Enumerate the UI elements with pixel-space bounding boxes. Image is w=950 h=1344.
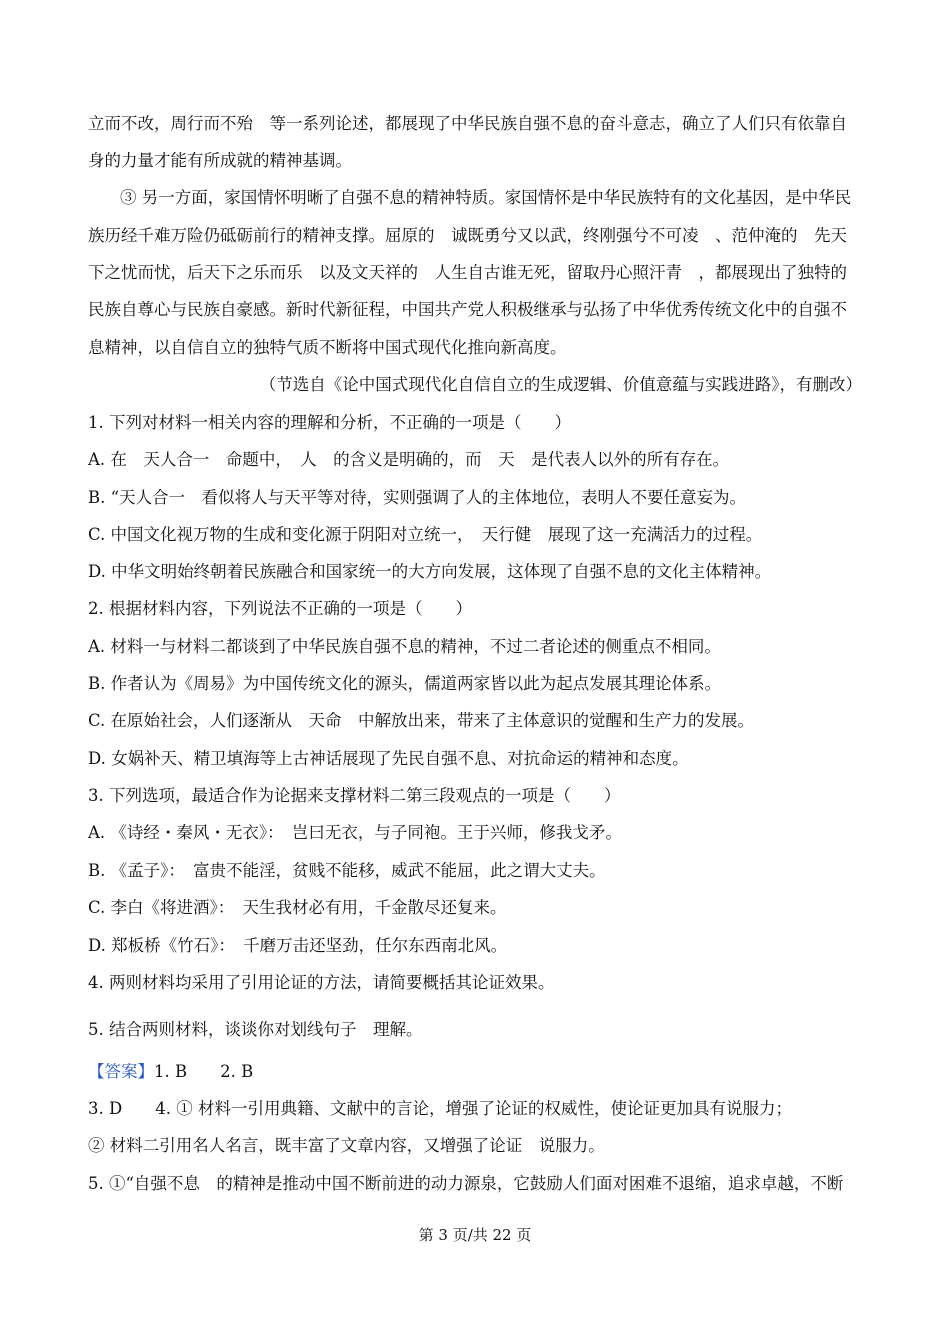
answer-tag: 【答案】 (88, 1062, 154, 1081)
question-option: B. 《孟子》： 富贵不能淫，贫贱不能移，威武不能屈，此之谓大丈夫。 (88, 861, 606, 880)
answer-text: 1. B 2. B (154, 1062, 254, 1081)
passage-line: 息精神，以自信自立的独特气质不断将中国式现代化推向新高度。 (88, 338, 567, 357)
answer-line (88, 1060, 862, 1084)
question-option: B. “天人合一 看似将人与天平等对待，实则强调了人的主体地位，表明人不要任意妄为。 (88, 488, 747, 507)
question-stem: 1. 下列对材料一相关内容的理解和分析，不正确的一项是（ ） (88, 413, 571, 432)
question-option: C. 李白《将进酒》： 天生我材必有用，千金散尽还复来。 (88, 898, 507, 917)
question-option: D. 女娲补天、精卫填海等上古神话展现了先民自强不息、对抗命运的精神和态度。 (88, 749, 689, 768)
question-option: D. 中华文明始终朝着民族融合和国家统一的大方向发展，这体现了自强不息的文化主体精神。 (88, 562, 772, 581)
answer-line: 5. ①“自强不息 的精神是推动中国不断前进的动力源泉，它鼓励人们面对困难不退缩，追求卓越，不断 (88, 1174, 844, 1193)
page-number: 第 3 页/共 22 页 (418, 1226, 532, 1244)
passage-line: 身的力量才能有所成就的精神基调。 (88, 151, 352, 170)
question-stem: 5. 结合两则材料，谈谈你对划线句子 理解。 (88, 1020, 423, 1039)
source-citation: （节选自《论中国式现代化自信自立的生成逻辑、价值意蕴与实践进路》，有删改） (259, 375, 862, 394)
question-option: D. 郑板桥《竹石》： 千磨万击还坚劲，任尔东西南北风。 (88, 936, 508, 955)
question-option: C. 在原始社会，人们逐渐从 天命 中解放出来，带来了主体意识的觉醒和生产力的发展。 (88, 711, 755, 730)
answer-line: ② 材料二引用名人名言，既丰富了文章内容，又增强了论证 说服力。 (88, 1136, 605, 1155)
answer-line: 3. D 4. ① 材料一引用典籍、文献中的言论，增强了论证的权威性，使论证更加具有说服力； (88, 1099, 792, 1118)
question-option: B. 作者认为《周易》为中国传统文化的源头，儒道两家皆以此为起点发展其理论体系。 (88, 674, 722, 693)
passage-line: 族历经千难万险仍砥砺前行的精神支撑。屈原的 诚既勇兮又以武，终刚强兮不可凌 、范仲淹的 先天 (88, 226, 847, 245)
passage-line: 立而不改，周行而不殆 等一系列论述，都展现了中华民族自强不息的奋斗意志，确立了人们只有依靠自 (88, 114, 847, 133)
question-option: A. 《诗经・秦风・无衣》： 岂曰无衣，与子同袍。王于兴师，修我戈矛。 (88, 823, 622, 842)
question-stem: 2. 根据材料内容，下列说法不正确的一项是（ ） (88, 599, 472, 618)
passage-line: 下之忧而忧，后天下之乐而乐 以及文天祥的 人生自古谁无死，留取丹心照汗青 ，都展现出了独特的 (88, 263, 847, 282)
passage-line: ③ 另一方面，家国情怀明晰了自强不息的精神特质。家国情怀是中华民族特有的文化基因，是中华民 (120, 188, 852, 207)
question-stem: 3. 下列选项，最适合作为论据来支撑材料二第三段观点的一项是（ ） (88, 786, 621, 805)
question-option: A. 在 天人合一 命题中， 人 的含义是明确的，而 天 是代表人以外的所有存在。 (88, 450, 730, 469)
question-option: C. 中国文化视万物的生成和变化源于阴阳对立统一， 天行健 展现了这一充满活力的过程。 (88, 525, 763, 544)
question-stem: 4. 两则材料均采用了引用论证的方法，请简要概括其论证效果。 (88, 973, 555, 992)
passage-line: 民族自尊心与民族自豪感。新时代新征程，中国共产党人积极继承与弘扬了中华优秀传统文化中的自强不 (88, 300, 847, 319)
question-option: A. 材料一与材料二都谈到了中华民族自强不息的精神，不过二者论述的侧重点不相同。 (88, 637, 721, 656)
